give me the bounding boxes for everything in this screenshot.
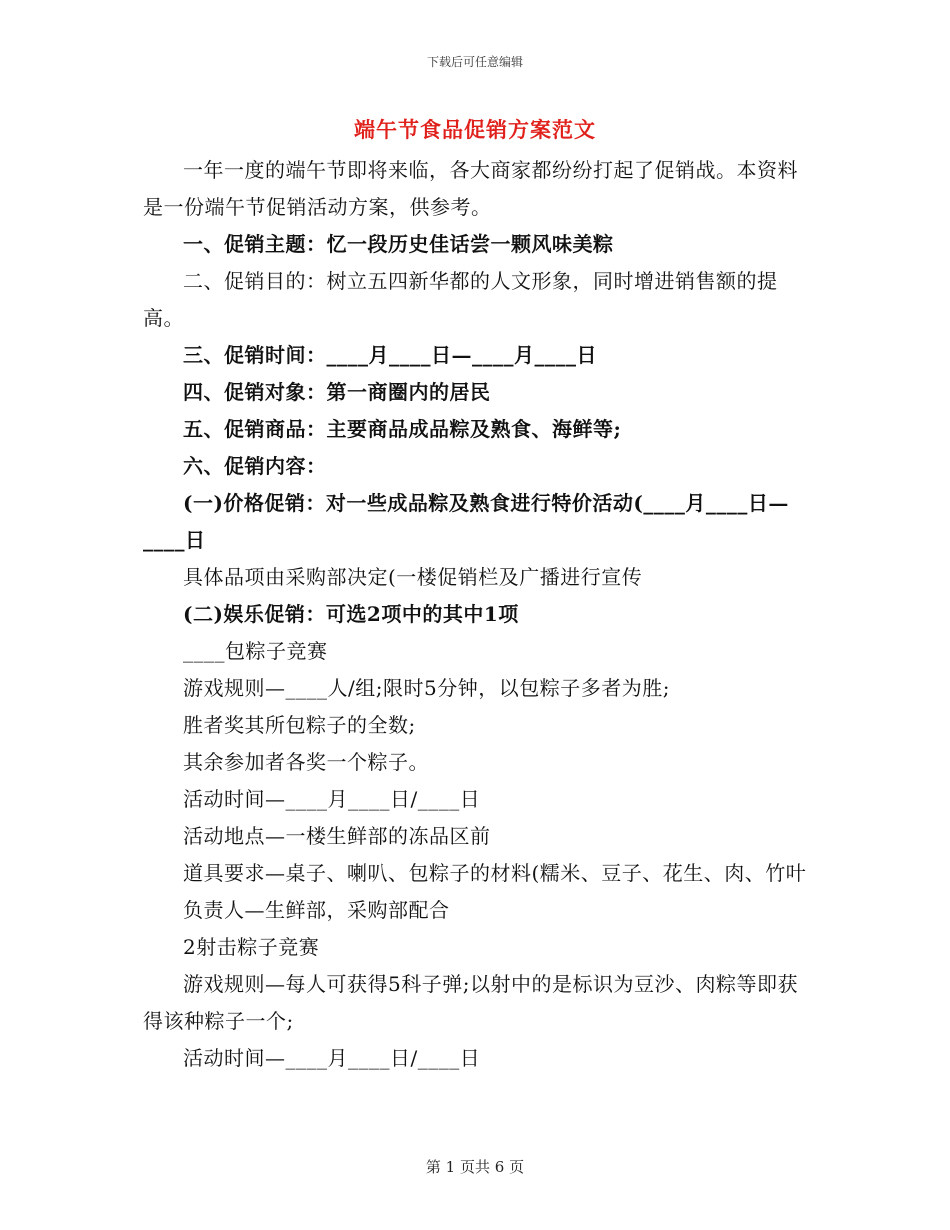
subsection-entertainment-promotion: (二)娱乐促销：可选2项中的其中1项 — [183, 602, 519, 626]
subsection-price-promotion: (一)价格促销：对一些成品粽及熟食进行特价活动(____月____日—____日 — [143, 491, 789, 552]
section-time: 三、促销时间：____月____日—____月____日 — [183, 343, 597, 367]
paragraph-shooting-contest: 2射击粽子竞赛 — [183, 935, 320, 959]
section-products: 五、促销商品：主要商品成品粽及熟食、海鲜等; — [183, 417, 622, 441]
document-title: 端午节食品促销方案范文 — [354, 117, 596, 142]
paragraph-game-rules-2: 游戏规则—每人可获得5科子弹;以射中的是标识为豆沙、肉粽等即获得该种粽子一个; — [143, 972, 798, 1033]
paragraph-item-decision: 具体品项由采购部决定(一楼促销栏及广播进行宣传 — [183, 565, 643, 589]
document-body — [143, 152, 807, 1077]
paragraph-activity-time-2: 活动时间—____月____日/____日 — [183, 1046, 481, 1070]
paragraph-responsible: 负责人—生鲜部，采购部配合 — [183, 898, 450, 922]
paragraph-game-rules-1: 游戏规则—____人/组;限时5分钟，以包粽子多者为胜; — [183, 676, 670, 700]
paragraph-winner-prize: 胜者奖其所包粽子的全数; — [183, 713, 416, 737]
section-content: 六、促销内容： — [183, 454, 327, 478]
header-note: 下载后可任意编辑 — [426, 55, 523, 69]
section-purpose: 二、促销目的：树立五四新华都的人文形象，同时增进销售额的提高。 — [143, 269, 778, 330]
page-footer: 第 1 页共 6 页 — [425, 1158, 525, 1176]
paragraph-props: 道具要求—桌子、喇叭、包粽子的材料(糯米、豆子、花生、肉、竹叶 — [183, 861, 807, 885]
paragraph-other-prize: 其余参加者各奖一个粽子。 — [183, 750, 429, 774]
section-target: 四、促销对象：第一商圈内的居民 — [183, 380, 491, 404]
paragraph-activity-time-1: 活动时间—____月____日/____日 — [183, 787, 481, 811]
section-theme: 一、促销主题：忆一段历史佳话尝一颗风味美粽 — [183, 232, 614, 256]
paragraph-intro: 一年一度的端午节即将来临，各大商家都纷纷打起了促销战。本资料是一份端午节促销活动方案，供参考。 — [143, 158, 798, 219]
paragraph-zongzi-contest: ____包粽子竞赛 — [183, 639, 328, 663]
paragraph-activity-location: 活动地点—一楼生鲜部的冻品区前 — [183, 824, 491, 848]
